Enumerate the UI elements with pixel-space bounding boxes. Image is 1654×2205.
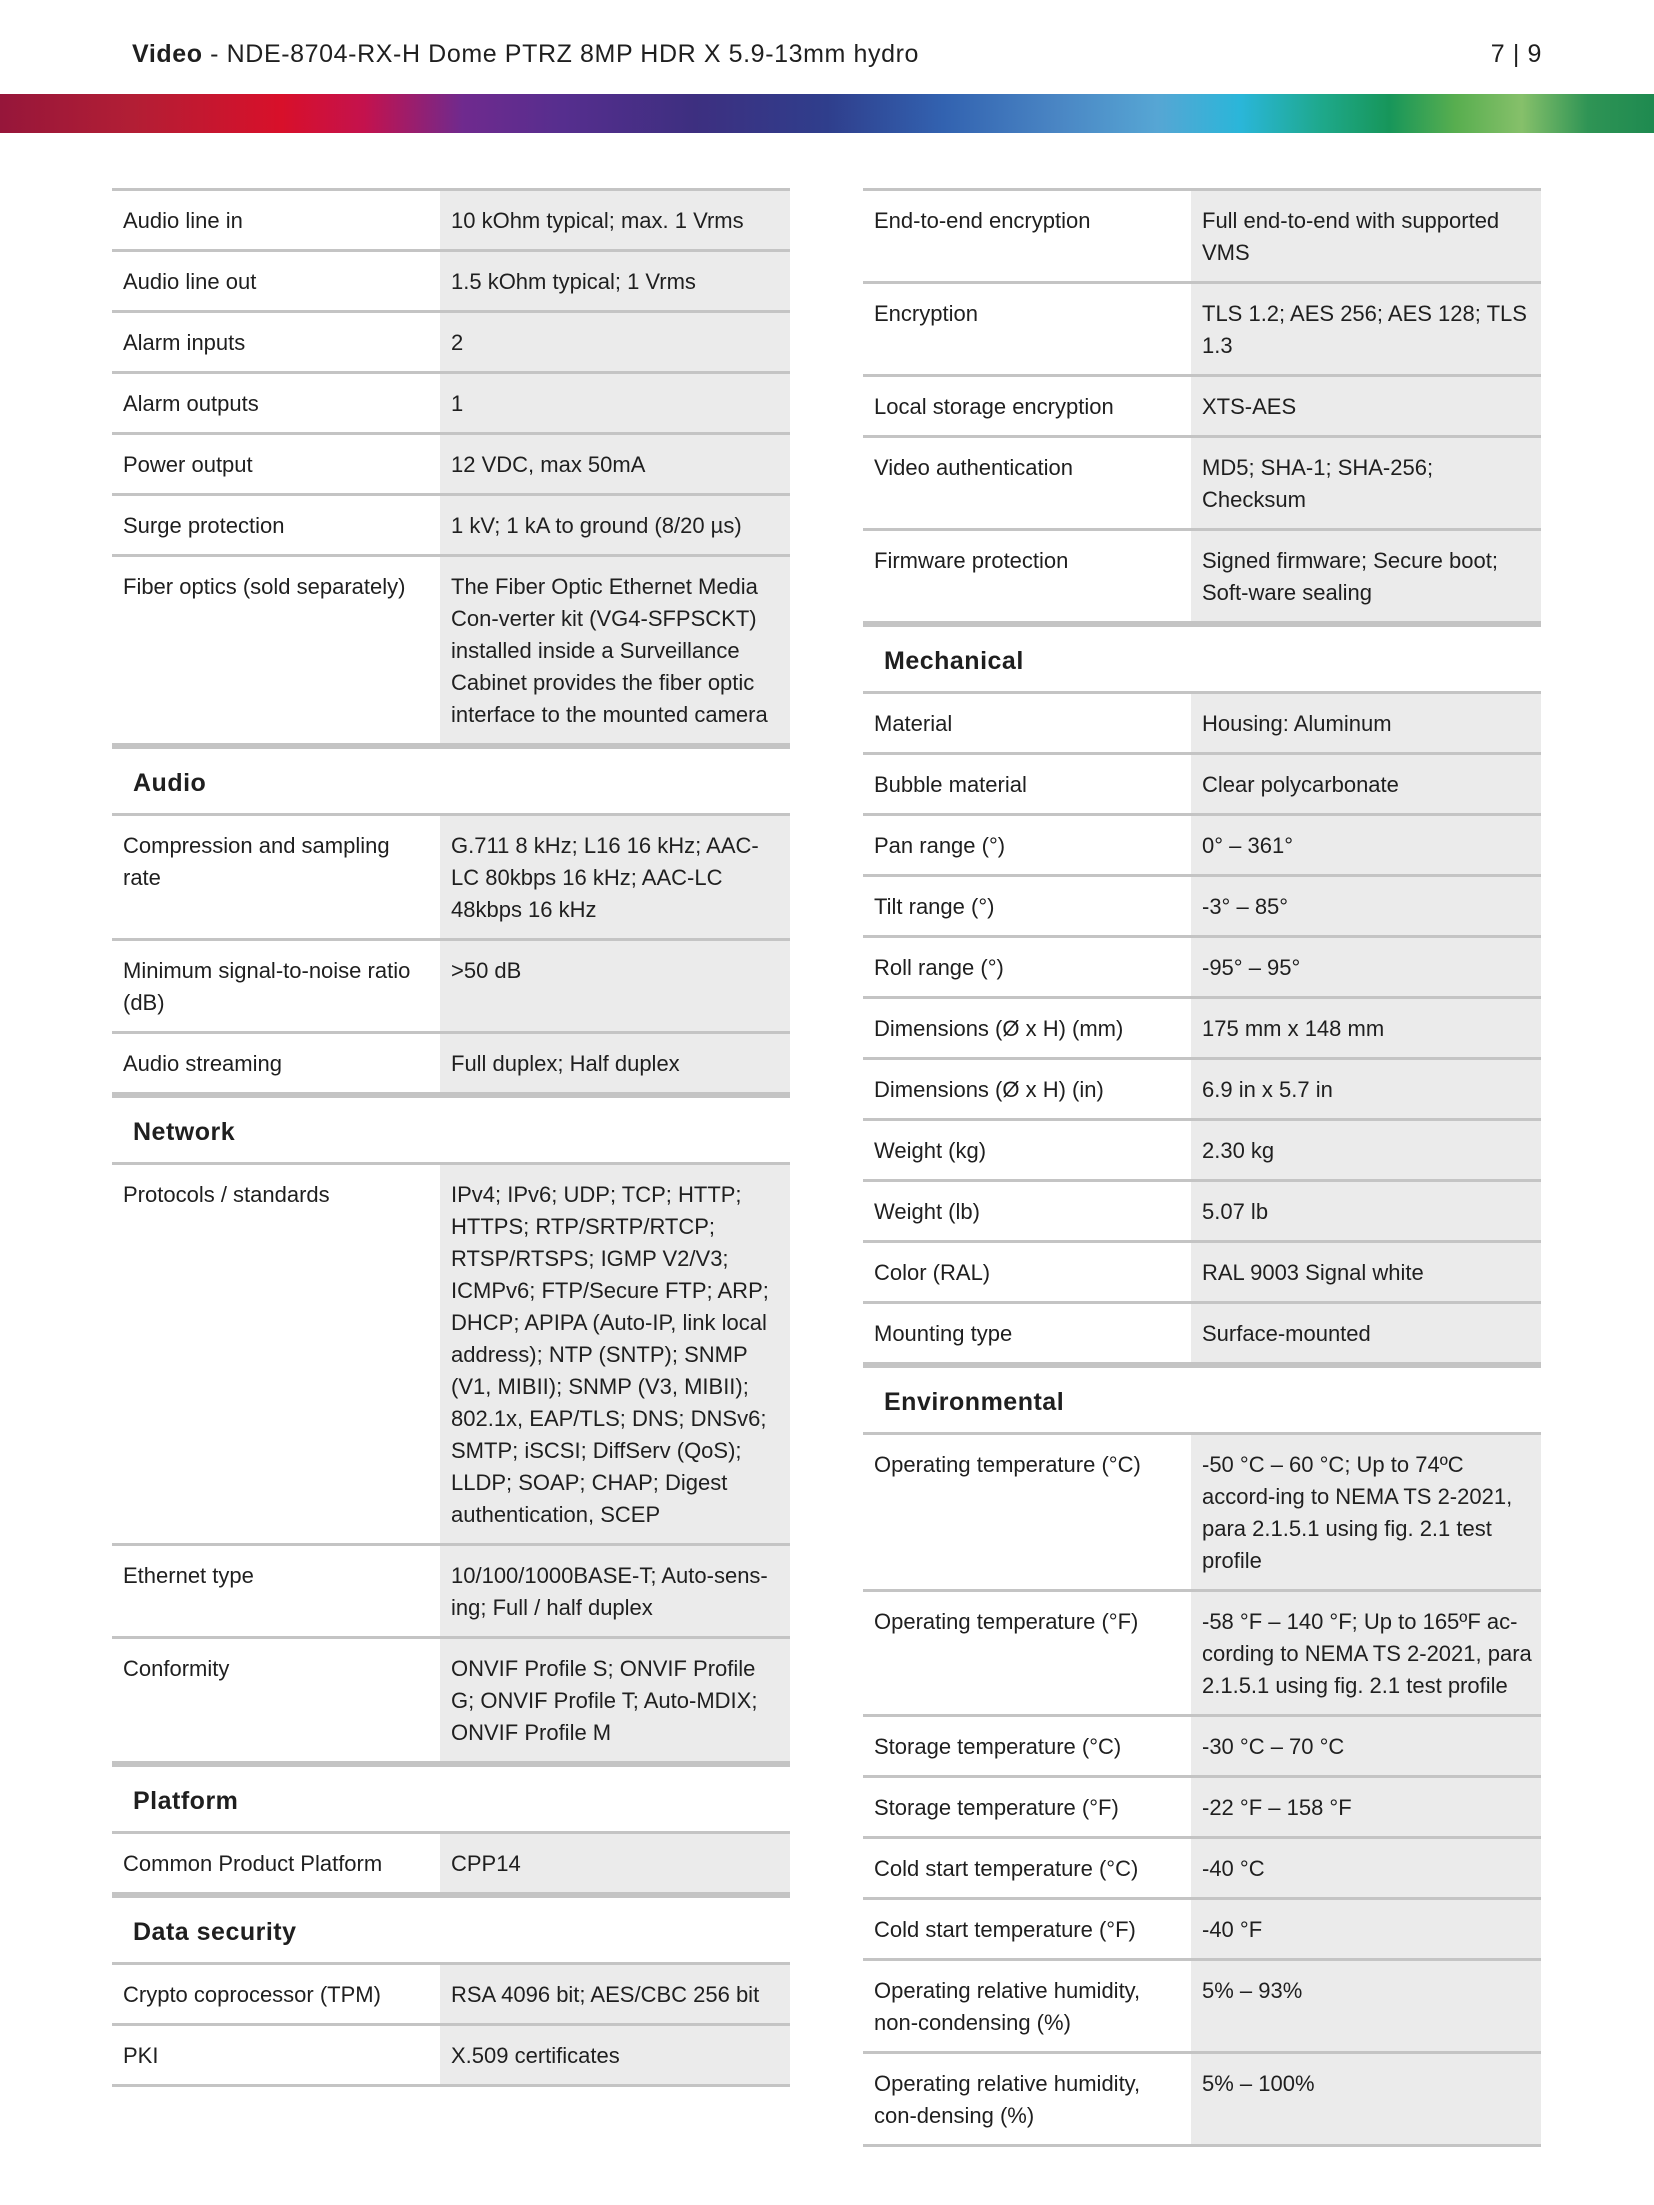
spec-key: End-to-end encryption [863, 191, 1191, 281]
spec-key: Common Product Platform [112, 1834, 440, 1892]
spec-value: Clear polycarbonate [1191, 755, 1541, 813]
spec-key: Operating relative humidity, con-densing (%) [863, 2054, 1191, 2144]
spec-row [112, 1543, 790, 1636]
spec-value: >50 dB [440, 941, 790, 1031]
spec-row [863, 374, 1541, 435]
spec-row [863, 1958, 1541, 2051]
spec-value: G.711 8 kHz; L16 16 kHz; AAC-LC 80kbps 16 kHz; AAC-LC 48kbps 16 kHz [440, 816, 790, 938]
spec-key: Surge protection [112, 496, 440, 554]
spec-row [112, 432, 790, 493]
spec-row [863, 691, 1541, 752]
spec-value: 6.9 in x 5.7 in [1191, 1060, 1541, 1118]
spec-key: Pan range (°) [863, 816, 1191, 874]
section-heading-data-security: Data security [112, 1895, 790, 1962]
spec-key: Audio line in [112, 191, 440, 249]
spec-block-audio [112, 813, 790, 1095]
brand-color-band [0, 94, 1654, 133]
page-number: 7 | 9 [1490, 39, 1542, 68]
spec-row [863, 1589, 1541, 1714]
spec-value: Full duplex; Half duplex [440, 1034, 790, 1092]
spec-value: 10/100/1000BASE-T; Auto-sens-ing; Full / half duplex [440, 1546, 790, 1636]
spec-row [112, 249, 790, 310]
spec-row [863, 752, 1541, 813]
spec-row [863, 188, 1541, 281]
spec-key: Audio line out [112, 252, 440, 310]
spec-key: Firmware protection [863, 531, 1191, 621]
spec-key: Weight (kg) [863, 1121, 1191, 1179]
spec-value: X.509 certificates [440, 2026, 790, 2084]
spec-key: Roll range (°) [863, 938, 1191, 996]
spec-key: Weight (lb) [863, 1182, 1191, 1240]
spec-value: The Fiber Optic Ethernet Media Con-verter kit (VG4-SFPSCKT) installed inside a Surveillance Cabinet provides the fiber optic interface to the mounted camera [440, 557, 790, 743]
spec-row [863, 813, 1541, 874]
spec-row [863, 1714, 1541, 1775]
spec-value: -40 °C [1191, 1839, 1541, 1897]
spec-key: Operating temperature (°F) [863, 1592, 1191, 1714]
spec-value: RAL 9003 Signal white [1191, 1243, 1541, 1301]
section-heading-mechanical: Mechanical [863, 624, 1541, 691]
product-name: NDE-8704-RX-H Dome PTRZ 8MP HDR X 5.9-13mm hydro [226, 39, 920, 68]
spec-key: Material [863, 694, 1191, 752]
spec-block-platform [112, 1831, 790, 1895]
spec-key: Video authentication [863, 438, 1191, 528]
spec-key: Protocols / standards [112, 1165, 440, 1543]
spec-row [863, 281, 1541, 374]
spec-row [863, 1179, 1541, 1240]
spec-row [863, 996, 1541, 1057]
spec-value: -3° – 85° [1191, 877, 1541, 935]
category-label: Video [132, 39, 203, 68]
spec-key: Storage temperature (°F) [863, 1778, 1191, 1836]
spec-row [112, 493, 790, 554]
spec-row [863, 874, 1541, 935]
spec-key: PKI [112, 2026, 440, 2084]
spec-value: Surface-mounted [1191, 1304, 1541, 1362]
spec-value: 2.30 kg [1191, 1121, 1541, 1179]
spec-value: Full end-to-end with supported VMS [1191, 191, 1541, 281]
spec-value: 1 [440, 374, 790, 432]
spec-row [112, 1031, 790, 1095]
spec-key: Compression and sampling rate [112, 816, 440, 938]
spec-key: Cold start temperature (°F) [863, 1900, 1191, 1958]
spec-value: 5% – 100% [1191, 2054, 1541, 2144]
spec-value: 175 mm x 148 mm [1191, 999, 1541, 1057]
spec-row [863, 528, 1541, 624]
spec-value: ONVIF Profile S; ONVIF Profile G; ONVIF Profile T; Auto-MDIX; ONVIF Profile M [440, 1639, 790, 1761]
spec-key: Dimensions (Ø x H) (in) [863, 1060, 1191, 1118]
spec-key: Bubble material [863, 755, 1191, 813]
section-heading-environmental: Environmental [863, 1365, 1541, 1432]
spec-row [112, 310, 790, 371]
spec-key: Conformity [112, 1639, 440, 1761]
spec-key: Encryption [863, 284, 1191, 374]
spec-row [112, 938, 790, 1031]
spec-row [112, 1636, 790, 1764]
spec-row [863, 1897, 1541, 1958]
spec-key: Cold start temperature (°C) [863, 1839, 1191, 1897]
spec-value: -22 °F – 158 °F [1191, 1778, 1541, 1836]
spec-block-interfaces [112, 188, 790, 746]
spec-block-mechanical [863, 691, 1541, 1365]
spec-key: Minimum signal-to-noise ratio (dB) [112, 941, 440, 1031]
spec-value: CPP14 [440, 1834, 790, 1892]
spec-row [112, 1831, 790, 1895]
spec-row [112, 1162, 790, 1543]
spec-row [863, 1775, 1541, 1836]
spec-key: Local storage encryption [863, 377, 1191, 435]
spec-value: Housing: Aluminum [1191, 694, 1541, 752]
spec-row [112, 1962, 790, 2023]
spec-block-network [112, 1162, 790, 1764]
spec-value: 5.07 lb [1191, 1182, 1541, 1240]
spec-key: Color (RAL) [863, 1243, 1191, 1301]
spec-key: Operating temperature (°C) [863, 1435, 1191, 1589]
spec-value: 0° – 361° [1191, 816, 1541, 874]
title-separator: - [202, 39, 227, 68]
spec-row [863, 1118, 1541, 1179]
spec-row [863, 435, 1541, 528]
spec-row [112, 371, 790, 432]
spec-value: 2 [440, 313, 790, 371]
spec-value: 5% – 93% [1191, 1961, 1541, 2051]
spec-key: Alarm inputs [112, 313, 440, 371]
spec-row [112, 188, 790, 249]
spec-key: Tilt range (°) [863, 877, 1191, 935]
document-title [132, 40, 919, 69]
spec-row [863, 1240, 1541, 1301]
section-heading-platform: Platform [112, 1764, 790, 1831]
spec-value: -30 °C – 70 °C [1191, 1717, 1541, 1775]
spec-row [112, 2023, 790, 2087]
spec-key: Audio streaming [112, 1034, 440, 1092]
left-spec-column [112, 188, 790, 2087]
spec-key: Dimensions (Ø x H) (mm) [863, 999, 1191, 1057]
spec-block-security-cont [863, 188, 1541, 624]
spec-block-environmental [863, 1432, 1541, 2147]
spec-value: -95° – 95° [1191, 938, 1541, 996]
page-header [132, 34, 1542, 74]
spec-value: TLS 1.2; AES 256; AES 128; TLS 1.3 [1191, 284, 1541, 374]
spec-value: IPv4; IPv6; UDP; TCP; HTTP; HTTPS; RTP/SRTP/RTCP; RTSP/RTSPS; IGMP V2/V3; ICMPv6; FTP/Secure FTP; ARP; DHCP; APIPA (Auto-IP, link local address); NTP (SNTP); SNMP (V1, MIBII); SNMP (V3, MIBII); 802.1x, EAP/TLS; DNS; DNSv6; SMTP; iSCSI; DiffServ (QoS); LLDP; SOAP; CHAP; Digest authentication, SCEP [440, 1165, 790, 1543]
spec-row [863, 1057, 1541, 1118]
spec-key: Fiber optics (sold separately) [112, 557, 440, 743]
right-spec-column [863, 188, 1541, 2147]
spec-value: 1.5 kOhm typical; 1 Vrms [440, 252, 790, 310]
spec-value: 1 kV; 1 kA to ground (8/20 µs) [440, 496, 790, 554]
spec-value: MD5; SHA-1; SHA-256; Checksum [1191, 438, 1541, 528]
spec-row [863, 1301, 1541, 1365]
section-heading-audio: Audio [112, 746, 790, 813]
spec-block-data-security [112, 1962, 790, 2087]
spec-row [112, 813, 790, 938]
spec-key: Crypto coprocessor (TPM) [112, 1965, 440, 2023]
spec-row [863, 2051, 1541, 2147]
spec-value: -50 °C – 60 °C; Up to 74ºC accord-ing to NEMA TS 2-2021, para 2.1.5.1 using fig. 2.1 test profile [1191, 1435, 1541, 1589]
spec-value: -40 °F [1191, 1900, 1541, 1958]
spec-key: Storage temperature (°C) [863, 1717, 1191, 1775]
spec-key: Alarm outputs [112, 374, 440, 432]
spec-key: Ethernet type [112, 1546, 440, 1636]
spec-key: Power output [112, 435, 440, 493]
spec-row [863, 935, 1541, 996]
spec-value: -58 °F – 140 °F; Up to 165ºF ac-cording to NEMA TS 2-2021, para 2.1.5.1 using fig. 2.1 test profile [1191, 1592, 1541, 1714]
spec-key: Operating relative humidity, non-condensing (%) [863, 1961, 1191, 2051]
spec-value: 12 VDC, max 50mA [440, 435, 790, 493]
spec-row [112, 554, 790, 746]
spec-row [863, 1432, 1541, 1589]
section-heading-network: Network [112, 1095, 790, 1162]
spec-value: XTS-AES [1191, 377, 1541, 435]
spec-row [863, 1836, 1541, 1897]
spec-value: Signed firmware; Secure boot; Soft-ware sealing [1191, 531, 1541, 621]
spec-key: Mounting type [863, 1304, 1191, 1362]
spec-value: RSA 4096 bit; AES/CBC 256 bit [440, 1965, 790, 2023]
spec-value: 10 kOhm typical; max. 1 Vrms [440, 191, 790, 249]
